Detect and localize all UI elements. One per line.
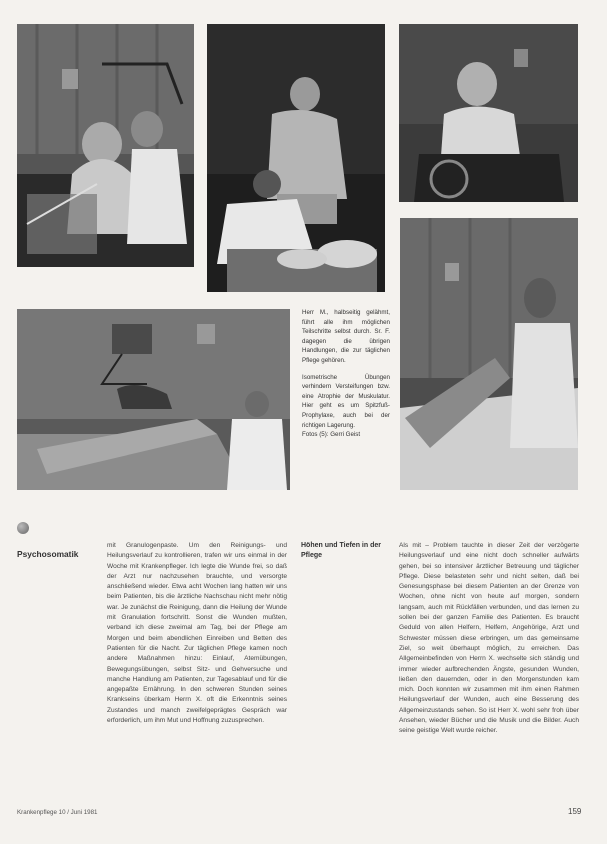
caption-paragraph-1: Herr M., halbseitig gelähmt, führt alle ihm möglichen Teilschritte selbst durch. Sr. F. dagegen die übrigen Handlungen, die zur täglichen Pflege gehören.	[302, 309, 390, 364]
photo-foot-bath	[207, 24, 385, 292]
section-title: Psychosomatik	[17, 549, 79, 559]
article-column-2	[399, 541, 579, 737]
photo-foot-prophylaxis	[400, 218, 578, 490]
column-1-text: mit Granulogenpaste. Um den Reinigungs- und Heilungsverlauf zu kontrollieren, trafen wir uns einmal in der Woche mit Krankenpfleger. Ich legte die Wunde frei, so daß der Arzt nur nachzusehen brauchte, und versorgte anschließend wieder. Etwa acht Wochen lang hatten wir uns beim Patienten, bis die ärztliche Nachschau nicht mehr nötig war. Je zunächst die Reinigung, dann die Heilung der Wunde mit Granulation fortschritt. Sonst die Wunden mußten, verband ich diese zweimal am Tag, bei der Pflege am Morgen und beim abendlichen Einreiben und Betten des Patienten für die Nacht. Zur täglichen Pflege kamen noch andere Maßnahmen hinzu: Einlauf, Atemübungen, Bewegungsübungen, selbst Sitz- und Gehversuche und manche Handlung am Patienten, zur Tagesablauf und für die angepaßte Ernährung. In den schweren Stunden seines Krankseins überkam Herrn X. oft die Erkenntnis seines Zustandes und manch zweifelgeprägtes Gespräch war erforderlich, um ihm Mut und Hoffnung zuzusprechen.	[107, 542, 287, 725]
photo-wheelchair	[399, 24, 578, 202]
photo-bed-exercise	[17, 309, 290, 490]
section-bullet-icon	[17, 522, 29, 534]
page-number: 159	[568, 807, 582, 816]
column-2-text: Als mit – Problem tauchte in dieser Zeit der verzögerte Heilungsverlauf und eine nicht doch schneller aufwärts gehen, bei so intensiver ärztlicher Betreuung und täglicher Pflege. Diese belasteten sehr und nicht selten, daß bei Genesungsphase bei diesem Patienten an der Grenze von Wochen, ohne nicht von heute auf morgen, sondern langsam, auch mit Rückfällen verbunden, und das lernen zu sollen bei der ganzen Familie des Patienten. Es braucht Geduld von allen Helfern, Helfern, Angehörige, Arzt und Schwester müssen diese erbringen, um das gemeinsame Ziel, so weit überhaupt möglich, zu erreichen. Das Allgemeinbefinden von Herrn X. wechselte sich ständig und immer wieder aufbrechenden Ängste, gesunden Wunden, ließen den dauernden, oder in den Morgenstunden kam mich. Doch konnten wir zusammen mit ihm einen Rahmen Heilungsverlauf der Wunden, auch eine Besserung des Allgemeinzustands sehen. So ist Herr X. wohl sehr froh über Ansehen, wieder Bücher und die Musik und die Bilder. Auch seine geistige Welt wurde reicher.	[399, 542, 579, 735]
caption-paragraph-2: Isometrische Übungen verhindern Versteifungen bzw. eine Atrophie der Muskulatur. Hier geht es um Spitzfuß-Prophylaxe, auch bei der richtigen Lagerung.	[302, 373, 390, 429]
publication-footer: Krankenpflege 10 / Juni 1981	[17, 809, 98, 816]
photo-caption	[302, 308, 390, 447]
article-column-1	[107, 541, 287, 726]
subheading: Höhen und Tiefen in der Pflege	[301, 542, 381, 559]
photo-bed-transfer	[17, 24, 194, 267]
photo-credit: Fotos (5): Gerri Geist	[302, 431, 361, 439]
